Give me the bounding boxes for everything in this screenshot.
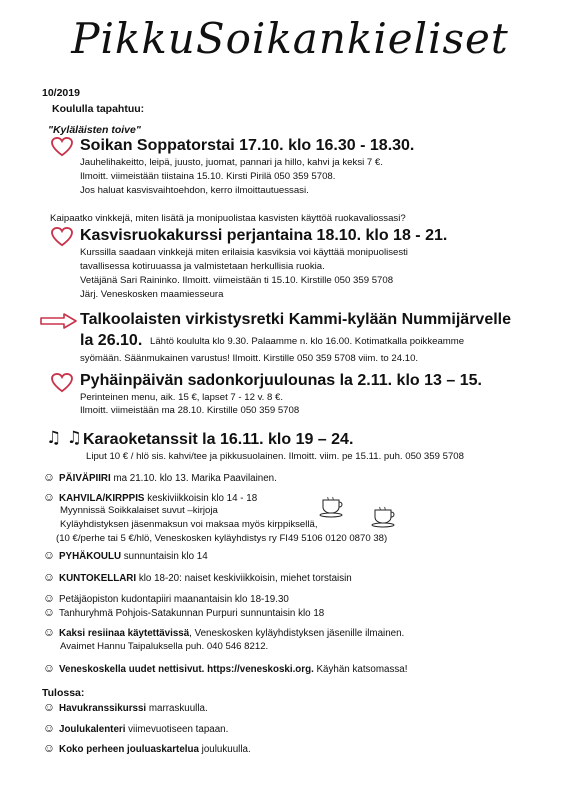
event-heading-soppa: Soikan Soppatorstai 17.10. klo 16.30 - 18.30. [80,137,415,154]
event-line: Lähtö koululta klo 9.30. Palaamme n. klo 16.00. Kotimatkalla poikkeamme [150,336,465,347]
coffee-cup-icon [370,506,400,528]
smiley-face-icon: ☺ [42,661,56,675]
event-line: Kurssilla saadaan vinkkejä miten erilaisia kasviksia voi käyttää monipuolisesti [80,247,408,258]
smiley-face-icon: ☺ [42,570,56,584]
event-line: Jos haluat kasvisvaihtoehdon, kerro ilmoittautuessasi. [80,185,309,196]
list-item-tulossa: ☺ Havukranssikurssi marraskuulla. [42,700,208,714]
list-item-subline: Myynnissä Soikkalaiset suvut –kirjoja [60,505,218,516]
list-item-subline: Kyläyhdistyksen jäsenmaksun voi maksaa myös kirppiksellä, [60,519,318,530]
smiley-face-icon: ☺ [42,548,56,562]
list-item-resiinat: ☺ Kaksi resiinaa käytettävissä, Veneskosken kyläyhdistyksen jäsenille ilmainen. [42,625,405,639]
event-line: Vetäjänä Sari Raininko. Ilmoitt. viimeistään ti 15.10. Kirstille 050 359 5708 [80,275,394,286]
smiley-face-icon: ☺ [42,490,56,504]
right-arrow-outline-icon [40,313,78,329]
smiley-face-icon: ☺ [42,625,56,639]
list-item-tulossa: ☺ Joulukalenteri viimevuotiseen tapaan. [42,721,229,735]
event-line: Liput 10 € / hlö sis. kahvi/tee ja pikkusuolainen. Ilmoitt. viim. pe 15.11. puh. 050 359 5708 [86,451,464,462]
event-line: Perinteinen menu, aik. 15 €, lapset 7 - 12 v. 8 €. [80,392,284,403]
issue-date: 10/2019 [42,87,80,99]
heart-outline-icon [51,373,73,393]
event-heading-kasvis: Kasvisruokakurssi perjantaina 18.10. klo 18 - 21. [80,227,448,244]
event-line: tavallisessa kotiruuassa ja valmistetaan herkullisia ruokia. [80,261,325,272]
list-item-kuntokellari: ☺ KUNTOKELLARI klo 18-20: naiset keskiviikkoisin, miehet torstaisin [42,570,352,584]
list-item-tulossa: ☺ Koko perheen jouluaskartelua joulukuulla. [42,741,251,755]
list-item-tanhu: ☺ Tanhuryhmä Pohjois-Satakunnan Purpuri sunnuntaisin klo 18 [42,605,325,619]
event-line: Järj. Veneskosken maamiesseura [80,289,224,300]
event-line: Jauhelihakeitto, leipä, juusto, juomat, pannari ja hillo, kahvi ja keksi 7 €. [80,157,383,168]
section-heading-tulossa: Tulossa: [42,687,85,699]
smiley-face-icon: ☺ [42,591,56,605]
event-line: syömään. Säänmukainen varustus! Ilmoitt. Kirstille 050 359 5708 viim. to 24.10. [80,353,419,364]
music-notes-icon: ♫ ♫ [46,428,82,448]
smiley-face-icon: ☺ [42,470,56,484]
event-heading-talkoo: Talkoolaisten virkistysretki Kammi-kylään Nummijärvelle [80,311,512,328]
event-heading-talkoo-date: la 26.10. [80,332,143,349]
section-heading-koululla: Koululla tapahtuu: [52,103,145,115]
page-title: PikkuSoikankieliset [71,14,509,63]
event-line: Ilmoitt. viimeistään ma 28.10. Kirstille 050 359 5708 [80,405,300,416]
event-line: Ilmoitt. viimeistään tiistaina 15.10. Kirsti Pirilä 050 359 5708. [80,171,336,182]
smiley-face-icon: ☺ [42,721,56,735]
list-item-subline: (10 €/perhe tai 5 €/hlö, Veneskosken kyläyhdistys ry FI49 5106 0120 0870 38) [56,533,388,544]
smiley-face-icon: ☺ [42,605,56,619]
list-item-pyhakoulu: ☺ PYHÄKOULU sunnuntaisin klo 14 [42,548,208,562]
series-label: "Kyläläisten toive" [48,124,141,136]
heart-outline-icon [51,227,73,247]
list-item-nettisivut: ☺ Veneskoskella uudet nettisivut. https://veneskoski.org. Käyhän katsomassa! [42,661,408,675]
list-item-kudonta: ☺ Petäjäopiston kudontapiiri maanantaisin klo 18-19.30 [42,591,289,605]
question-text: Kaipaatko vinkkejä, miten lisätä ja monipuolistaa kasvisten käyttöä ruokavaliossasi? [50,213,406,224]
event-heading-pyhainpaiva: Pyhäinpäivän sadonkorjuulounas la 2.11. klo 13 – 15. [80,372,482,389]
list-item-kahvila: ☺ KAHVILA/KIRPPIS keskiviikkoisin klo 14 - 18 [42,490,258,504]
list-item-subline: Avaimet Hannu Taipaluksella puh. 040 546 8212. [60,641,269,652]
smiley-face-icon: ☺ [42,700,56,714]
heart-outline-icon [51,137,73,157]
coffee-cup-icon [318,496,348,518]
smiley-face-icon: ☺ [42,741,56,755]
list-item-paivapiiri: ☺ PÄIVÄPIIRI ma 21.10. klo 13. Marika Paavilainen. [42,470,277,484]
event-heading-karaoke: Karaoketanssit la 16.11. klo 19 – 24. [83,431,354,448]
